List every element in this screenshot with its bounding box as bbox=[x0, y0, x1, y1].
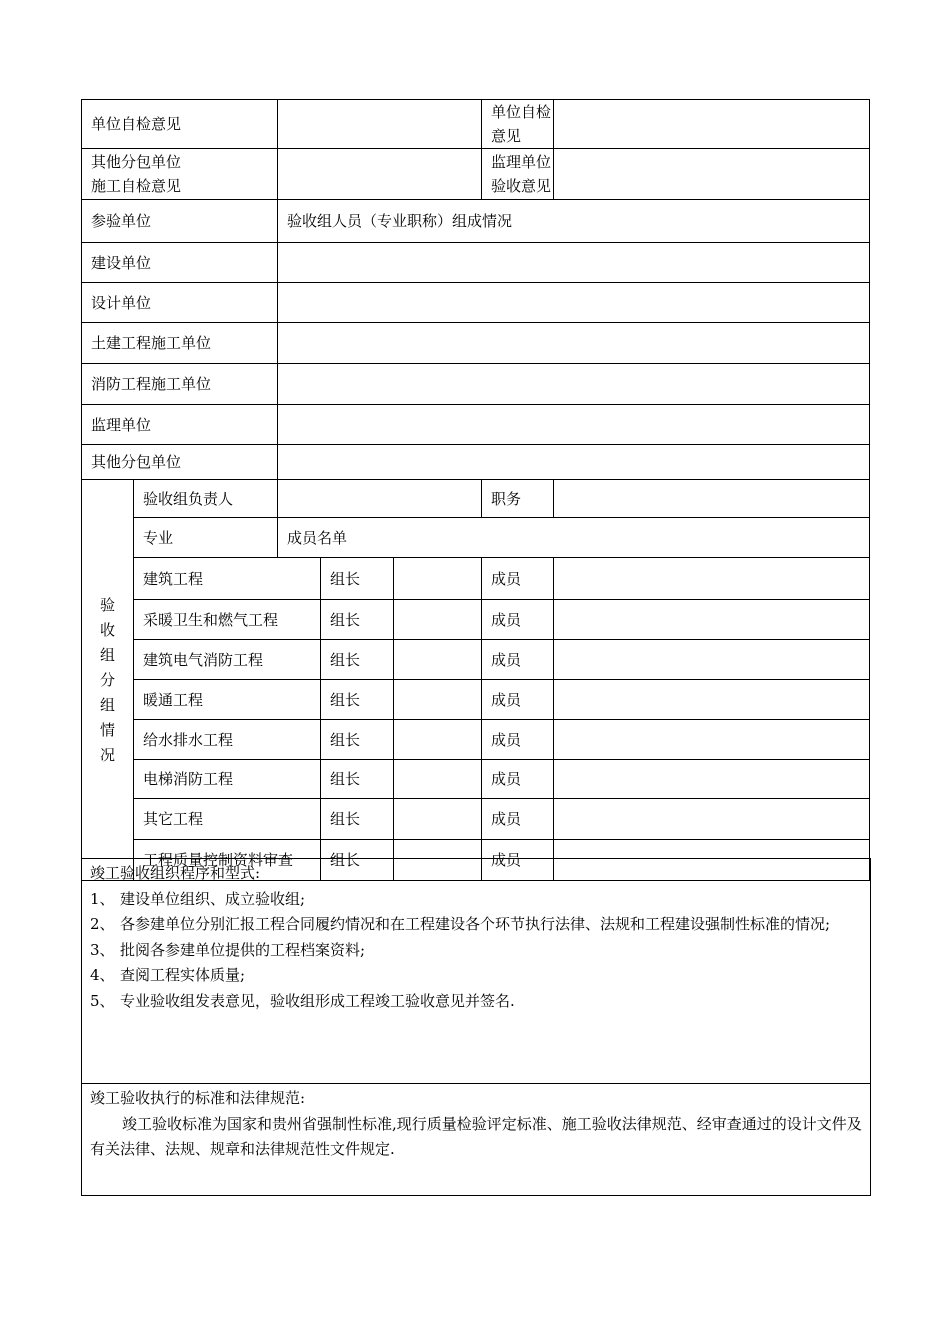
item-text: 专业验收组发表意见，验收组形成工程竣工验收意见并签名. bbox=[120, 991, 515, 1010]
member-value bbox=[554, 720, 870, 760]
specialty-name: 采暖卫生和燃气工程 bbox=[134, 600, 321, 640]
participant-unit: 建设单位 bbox=[82, 243, 278, 283]
member-word: 成员 bbox=[482, 640, 554, 680]
vertical-char: 组 bbox=[99, 645, 115, 664]
leader-value bbox=[394, 600, 482, 640]
participants-header-members: 验收组人员（专业职称）组成情况 bbox=[278, 200, 870, 243]
member-value bbox=[554, 760, 870, 799]
specialty-name: 暖通工程 bbox=[134, 680, 321, 720]
vertical-char: 验 bbox=[99, 595, 115, 614]
vertical-char: 收 bbox=[99, 620, 115, 639]
self-check-label-left: 单位自检意见 bbox=[82, 100, 278, 149]
leader-word: 组长 bbox=[321, 680, 394, 720]
participant-unit: 其他分包单位 bbox=[82, 445, 278, 480]
supervisor-opinion-value bbox=[554, 149, 870, 200]
position-value bbox=[554, 480, 870, 518]
standards-title: 竣工验收执行的标准和法律规范: bbox=[90, 1089, 306, 1107]
procedure-item bbox=[90, 912, 862, 938]
member-value bbox=[554, 680, 870, 720]
subcontractor-self-check-value bbox=[278, 149, 482, 200]
self-check-value-right bbox=[554, 100, 870, 149]
procedure-standards-table bbox=[81, 858, 871, 1196]
participant-unit: 消防工程施工单位 bbox=[82, 364, 278, 405]
leader-word: 组长 bbox=[321, 840, 394, 881]
member-word: 成员 bbox=[482, 760, 554, 799]
participant-members bbox=[278, 243, 870, 283]
member-value bbox=[554, 600, 870, 640]
leader-word: 组长 bbox=[321, 720, 394, 760]
specialty-name: 建筑电气消防工程 bbox=[134, 640, 321, 680]
supervisor-opinion-label bbox=[482, 149, 554, 200]
leader-word: 组长 bbox=[321, 799, 394, 840]
group-vertical-label bbox=[82, 480, 134, 881]
procedure-item bbox=[90, 989, 862, 1015]
leader-value bbox=[394, 558, 482, 600]
participant-unit: 监理单位 bbox=[82, 405, 278, 445]
item-number: 3、 bbox=[90, 940, 115, 959]
member-word: 成员 bbox=[482, 840, 554, 881]
acceptance-group-table bbox=[81, 99, 870, 881]
leader-value bbox=[394, 720, 482, 760]
item-text: 建设单位组织、成立验收组; bbox=[120, 889, 306, 908]
leader-value bbox=[394, 799, 482, 840]
item-number: 4、 bbox=[90, 966, 115, 984]
leader-word: 组长 bbox=[321, 600, 394, 640]
standards-cell bbox=[82, 1084, 871, 1196]
procedure-item bbox=[90, 938, 862, 964]
vertical-char: 分 bbox=[99, 670, 115, 689]
label-line: 验收意见 bbox=[491, 177, 552, 195]
group-leader-value bbox=[278, 480, 482, 518]
member-value bbox=[554, 799, 870, 840]
leader-value bbox=[394, 680, 482, 720]
item-number: 2、 bbox=[90, 915, 115, 933]
member-word: 成员 bbox=[482, 558, 554, 600]
leader-word: 组长 bbox=[321, 558, 394, 600]
standards-body: 竣工验收标准为国家和贵州省强制性标准,现行质量检验评定标准、施工验收法律规范、经审查通过的设计文件及有关法律、法规、规章和法律规范性文件规定. bbox=[90, 1114, 862, 1158]
procedure-cell bbox=[82, 859, 871, 1084]
specialty-label: 专业 bbox=[134, 518, 278, 558]
label-line: 其他分包单位 bbox=[91, 153, 182, 171]
members-list-label: 成员名单 bbox=[278, 518, 870, 558]
leader-word: 组长 bbox=[321, 640, 394, 680]
label-line: 监理单位 bbox=[491, 153, 552, 171]
vertical-char: 况 bbox=[99, 745, 115, 764]
member-word: 成员 bbox=[482, 680, 554, 720]
member-word: 成员 bbox=[482, 799, 554, 840]
participants-header-unit: 参验单位 bbox=[82, 200, 278, 243]
participant-unit: 土建工程施工单位 bbox=[82, 323, 278, 364]
position-label: 职务 bbox=[482, 480, 554, 518]
item-number: 1、 bbox=[90, 889, 115, 908]
procedure-title: 竣工验收组织程序和型式: bbox=[90, 864, 261, 882]
item-text: 批阅各参建单位提供的工程档案资料; bbox=[120, 940, 366, 959]
label-line: 施工自检意见 bbox=[91, 177, 182, 195]
participant-members bbox=[278, 283, 870, 323]
leader-value bbox=[394, 760, 482, 799]
specialty-name: 建筑工程 bbox=[134, 558, 321, 600]
subcontractor-self-check-label bbox=[82, 149, 278, 200]
leader-word: 组长 bbox=[321, 760, 394, 799]
member-word: 成员 bbox=[482, 600, 554, 640]
item-text: 查阅工程实体质量; bbox=[120, 966, 246, 984]
participant-unit: 设计单位 bbox=[82, 283, 278, 323]
participant-members bbox=[278, 364, 870, 405]
group-leader-label: 验收组负责人 bbox=[134, 480, 278, 518]
member-value bbox=[554, 558, 870, 600]
specialty-name: 电梯消防工程 bbox=[134, 760, 321, 799]
vertical-char: 情 bbox=[99, 720, 115, 739]
vertical-char: 组 bbox=[99, 695, 115, 714]
specialty-name: 给水排水工程 bbox=[134, 720, 321, 760]
procedure-item bbox=[90, 887, 862, 913]
procedure-item bbox=[90, 963, 862, 989]
specialty-name: 其它工程 bbox=[134, 799, 321, 840]
participant-members bbox=[278, 445, 870, 480]
participant-members bbox=[278, 323, 870, 364]
specialty-name: 工程质量控制资料审查 bbox=[134, 840, 321, 881]
participant-members bbox=[278, 405, 870, 445]
item-number: 5、 bbox=[90, 991, 115, 1010]
item-text: 各参建单位分别汇报工程合同履约情况和在工程建设各个环节执行法律、法规和工程建设强制性标准的情况; bbox=[120, 915, 831, 933]
member-value bbox=[554, 640, 870, 680]
member-word: 成员 bbox=[482, 720, 554, 760]
self-check-label-right: 单位自检意见 bbox=[482, 100, 554, 149]
self-check-value-left bbox=[278, 100, 482, 149]
leader-value bbox=[394, 640, 482, 680]
